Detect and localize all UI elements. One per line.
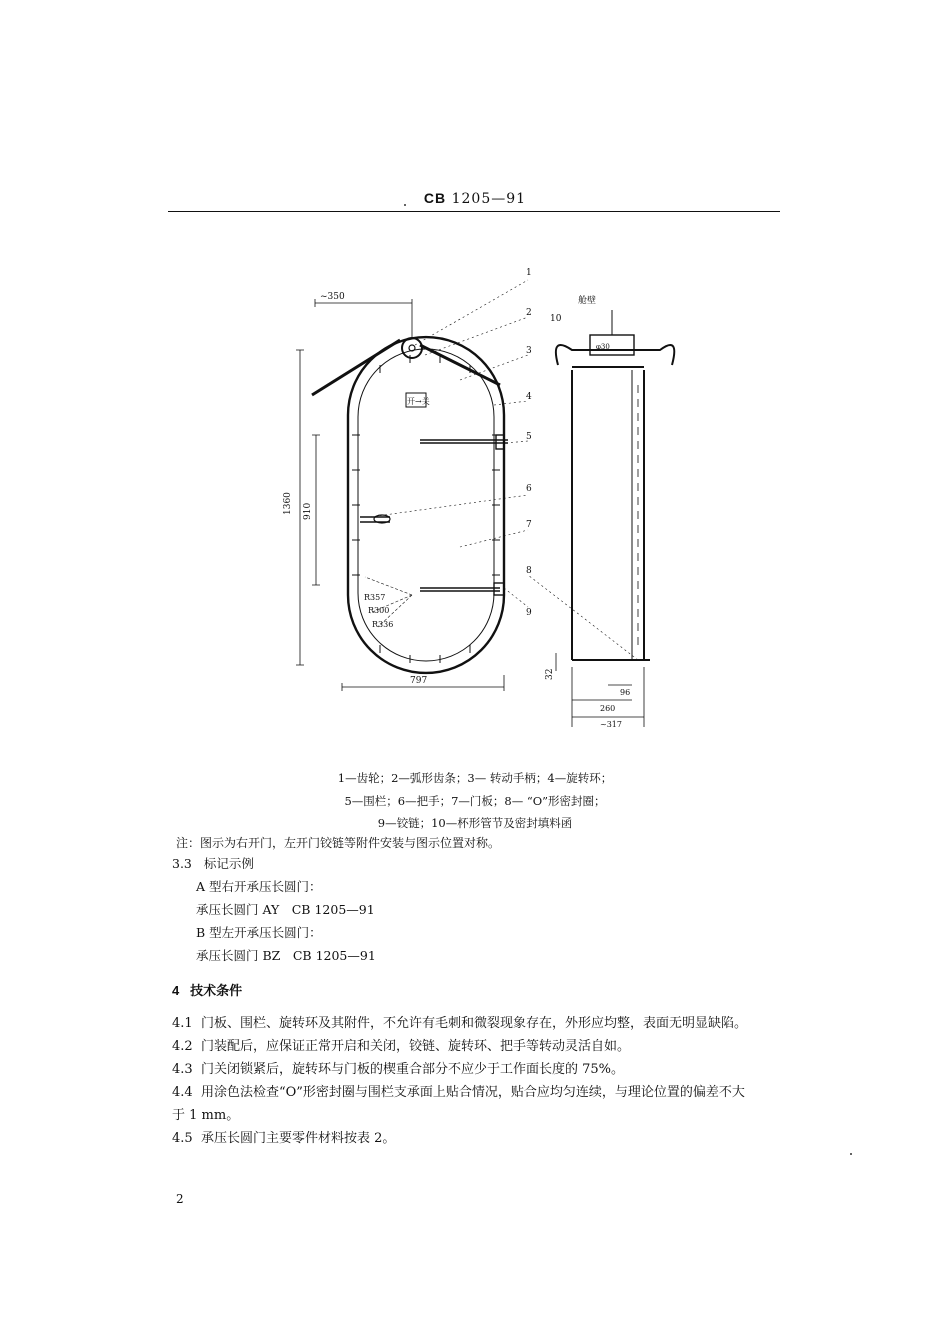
callout-9: 9: [526, 608, 532, 618]
clause-4-4-number: 4.4: [172, 1085, 193, 1100]
callout-5: 5: [526, 432, 532, 442]
radius-2: R300: [368, 606, 390, 615]
section-3-3-title: 标记示例: [203, 856, 254, 871]
dim-96: 96: [620, 688, 631, 697]
header-rule: [168, 211, 780, 212]
clause-4-5-text: 承压长圆门主要零件材料按表 2。: [200, 1131, 396, 1146]
type-a-code: 承压长圆门 AY CB 1205—91: [196, 902, 375, 917]
radius-3: R336: [372, 620, 394, 629]
speck: [850, 1153, 852, 1155]
clause-4-3-text: 门关闭锁紧后，旋转环与门板的楔重合部分不应少于工作面长度的 75%。: [200, 1062, 624, 1077]
callout-1: 1: [526, 268, 532, 278]
clause-4-4-continuation: 于 1 mm。: [172, 1108, 240, 1123]
type-a-title: A 型右开承压长圆门：: [196, 879, 322, 894]
dim-32: 32: [545, 668, 555, 680]
callout-7: 7: [526, 520, 532, 530]
clause-4-1: [172, 1012, 747, 1031]
callout-4: 4: [526, 392, 532, 402]
section-3-3-number: 3.3: [172, 856, 192, 871]
header-number: 1205—91: [451, 191, 527, 207]
pipe-label: φ30: [596, 343, 610, 351]
side-frame: [572, 370, 644, 660]
door-drawing: [260, 255, 700, 745]
section-3-3-heading: [172, 854, 254, 872]
dim-bottom-width: 797: [410, 676, 428, 686]
dim-top-width: ~350: [320, 292, 345, 302]
lock-label: 开→关: [407, 397, 430, 406]
page-header: [0, 190, 950, 207]
type-b-title: B 型左开承压长圆门：: [196, 925, 322, 940]
caption-line-1: 1—齿轮；2—弧形齿条；3— 转动手柄；4—旋转环；: [337, 771, 613, 785]
clause-4-3: [172, 1058, 624, 1077]
clause-4-2: [172, 1035, 630, 1054]
callout-2: 2: [526, 308, 532, 318]
dim-height-total: 1360: [283, 492, 293, 515]
type-b-code: 承压长圆门 BZ CB 1205—91: [196, 948, 376, 963]
dim-317: ~317: [600, 720, 622, 729]
section-4-title: 技术条件: [190, 983, 243, 998]
speck: [404, 204, 406, 206]
clause-4-1-number: 4.1: [172, 1016, 193, 1031]
section-4-heading: [172, 980, 242, 999]
clause-4-4-text: 用涂色法检查“O”形密封圈与围栏支承面上贴合情况，贴合应均匀连续，与理论位置的偏差不大: [200, 1085, 745, 1100]
handle-bar-lower: [420, 588, 500, 591]
caption-line-2: 5—围栏；6—把手；7—门板；8— “O”形密封圈；: [344, 794, 606, 808]
clause-4-2-text: 门装配后，应保证正常开启和关闭，铰链、旋转环、把手等转动灵活自如。: [200, 1039, 630, 1054]
clause-4-2-number: 4.2: [172, 1039, 193, 1054]
clause-4-5-number: 4.5: [172, 1131, 193, 1146]
handle-bar-upper: [420, 440, 508, 443]
caption-line-3: 9—铰链；10—杯形管节及密封填料函: [377, 816, 573, 830]
clause-4-1-text: 门板、围栏、旋转环及其附件，不允许有毛刺和微裂现象存在，外形应均整，表面无明显缺陷。: [200, 1016, 747, 1031]
section-4-number: 4: [172, 983, 180, 998]
callout-8: 8: [526, 566, 532, 576]
clause-4-3-number: 4.3: [172, 1062, 193, 1077]
page-number: 2: [176, 1192, 184, 1206]
callout-6: 6: [526, 484, 532, 494]
figure-note: 注：图示为右开门，左开门铰链等附件安装与图示位置对称。: [176, 836, 501, 850]
callout-10: 10: [550, 314, 562, 324]
gear: [402, 338, 422, 358]
dim-260: 260: [600, 704, 616, 713]
radius-1: R357: [364, 593, 386, 602]
side-wall-label: 舱壁: [578, 296, 597, 306]
clause-4-5: [172, 1127, 395, 1146]
callout-3: 3: [526, 346, 532, 356]
clause-4-4: [172, 1081, 782, 1100]
header-code: CB: [423, 190, 447, 206]
dim-height-inner: 910: [303, 502, 313, 520]
